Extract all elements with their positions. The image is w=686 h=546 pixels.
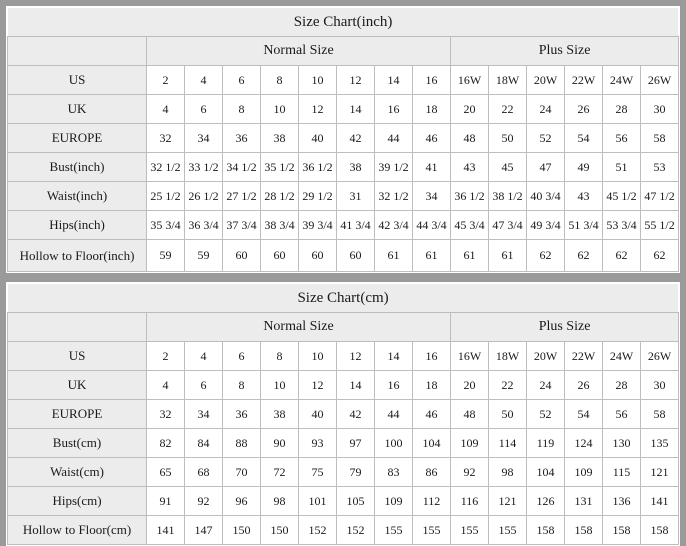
table-cell: 44 xyxy=(375,124,413,153)
table-cell: 34 1/2 xyxy=(223,153,261,182)
table-cell: 16 xyxy=(375,371,413,400)
table-cell: 10 xyxy=(299,342,337,371)
table-cell: 86 xyxy=(413,458,451,487)
group-header-cell: Plus Size xyxy=(451,37,679,66)
group-corner-cell xyxy=(8,313,147,342)
table-cell: 4 xyxy=(147,95,185,124)
table-cell: 90 xyxy=(261,429,299,458)
table-cell: 48 xyxy=(451,124,489,153)
table-cell: 112 xyxy=(413,487,451,516)
table-cell: 43 xyxy=(451,153,489,182)
table-cell: 10 xyxy=(299,66,337,95)
table-cell: 158 xyxy=(603,516,641,545)
table-cell: 93 xyxy=(299,429,337,458)
row-label: US xyxy=(8,342,147,371)
group-header-row xyxy=(8,37,679,66)
table-cell: 47 xyxy=(527,153,565,182)
table-cell: 34 xyxy=(185,400,223,429)
table-cell: 36 xyxy=(223,400,261,429)
table-cell: 60 xyxy=(337,240,375,272)
table-cell: 20W xyxy=(527,66,565,95)
table-cell: 158 xyxy=(641,516,679,545)
table-cell: 38 1/2 xyxy=(489,182,527,211)
table-cell: 8 xyxy=(223,371,261,400)
row-label: Hollow to Floor(inch) xyxy=(8,240,147,272)
table-cell: 61 xyxy=(413,240,451,272)
size-chart-inch-table xyxy=(7,7,679,272)
table-cell: 150 xyxy=(223,516,261,545)
row-label: Hips(inch) xyxy=(8,211,147,240)
table-row xyxy=(8,124,679,153)
table-cell: 43 xyxy=(565,182,603,211)
table-cell: 72 xyxy=(261,458,299,487)
table-cell: 20 xyxy=(451,371,489,400)
table-cell: 36 xyxy=(223,124,261,153)
table-row xyxy=(8,400,679,429)
table-cell: 45 xyxy=(489,153,527,182)
table-cell: 82 xyxy=(147,429,185,458)
table-cell: 47 3/4 xyxy=(489,211,527,240)
table-cell: 24 xyxy=(527,371,565,400)
table-cell: 39 3/4 xyxy=(299,211,337,240)
table-cell: 41 3/4 xyxy=(337,211,375,240)
table-cell: 42 3/4 xyxy=(375,211,413,240)
table-cell: 37 3/4 xyxy=(223,211,261,240)
table-cell: 8 xyxy=(261,66,299,95)
table-cell: 114 xyxy=(489,429,527,458)
table-cell: 155 xyxy=(375,516,413,545)
table-cell: 26 xyxy=(565,371,603,400)
table-cell: 30 xyxy=(641,95,679,124)
table-cell: 62 xyxy=(527,240,565,272)
table-row xyxy=(8,211,679,240)
table-cell: 126 xyxy=(527,487,565,516)
table-cell: 97 xyxy=(337,429,375,458)
table-cell: 25 1/2 xyxy=(147,182,185,211)
table-cell: 8 xyxy=(261,342,299,371)
table-cell: 28 1/2 xyxy=(261,182,299,211)
table-cell: 34 xyxy=(185,124,223,153)
table-cell: 16W xyxy=(451,66,489,95)
table-cell: 26 1/2 xyxy=(185,182,223,211)
table-cell: 26 xyxy=(565,95,603,124)
table-cell: 32 1/2 xyxy=(375,182,413,211)
table-cell: 12 xyxy=(299,371,337,400)
table-row xyxy=(8,516,679,545)
table-cell: 4 xyxy=(147,371,185,400)
table-cell: 31 xyxy=(337,182,375,211)
table-cell: 36 3/4 xyxy=(185,211,223,240)
table-cell: 121 xyxy=(641,458,679,487)
table-cell: 38 xyxy=(261,400,299,429)
table-cell: 147 xyxy=(185,516,223,545)
table-cell: 141 xyxy=(147,516,185,545)
table-cell: 136 xyxy=(603,487,641,516)
table-cell: 101 xyxy=(299,487,337,516)
table-cell: 14 xyxy=(375,66,413,95)
table-cell: 6 xyxy=(185,95,223,124)
size-chart-cm-table xyxy=(7,283,679,545)
row-label: Bust(cm) xyxy=(8,429,147,458)
size-chart-inch xyxy=(6,6,680,273)
table-cell: 59 xyxy=(147,240,185,272)
table-cell: 68 xyxy=(185,458,223,487)
size-chart-cm-body xyxy=(8,284,679,545)
table-cell: 12 xyxy=(337,342,375,371)
group-header-row xyxy=(8,313,679,342)
table-cell: 124 xyxy=(565,429,603,458)
table-row xyxy=(8,342,679,371)
table-cell: 46 xyxy=(413,124,451,153)
table-cell: 83 xyxy=(375,458,413,487)
table-cell: 61 xyxy=(489,240,527,272)
table-cell: 18 xyxy=(413,371,451,400)
table-cell: 141 xyxy=(641,487,679,516)
table-cell: 91 xyxy=(147,487,185,516)
chart-title-row xyxy=(8,8,679,37)
table-cell: 105 xyxy=(337,487,375,516)
table-cell: 158 xyxy=(527,516,565,545)
table-cell: 44 3/4 xyxy=(413,211,451,240)
table-cell: 38 xyxy=(261,124,299,153)
table-cell: 121 xyxy=(489,487,527,516)
table-cell: 36 1/2 xyxy=(451,182,489,211)
group-header-cell: Normal Size xyxy=(147,313,451,342)
table-cell: 14 xyxy=(337,95,375,124)
row-label: EUROPE xyxy=(8,400,147,429)
table-cell: 51 xyxy=(603,153,641,182)
table-cell: 29 1/2 xyxy=(299,182,337,211)
table-cell: 26W xyxy=(641,66,679,95)
table-row xyxy=(8,153,679,182)
table-cell: 131 xyxy=(565,487,603,516)
table-cell: 135 xyxy=(641,429,679,458)
table-cell: 59 xyxy=(185,240,223,272)
row-label: Bust(inch) xyxy=(8,153,147,182)
row-label: UK xyxy=(8,371,147,400)
table-cell: 12 xyxy=(337,66,375,95)
table-cell: 55 1/2 xyxy=(641,211,679,240)
table-cell: 22 xyxy=(489,371,527,400)
table-cell: 12 xyxy=(299,95,337,124)
table-cell: 70 xyxy=(223,458,261,487)
table-cell: 155 xyxy=(489,516,527,545)
table-row xyxy=(8,429,679,458)
table-cell: 158 xyxy=(565,516,603,545)
table-cell: 50 xyxy=(489,124,527,153)
table-cell: 52 xyxy=(527,400,565,429)
table-cell: 24W xyxy=(603,342,641,371)
table-cell: 40 3/4 xyxy=(527,182,565,211)
table-cell: 98 xyxy=(261,487,299,516)
table-cell: 18W xyxy=(489,66,527,95)
row-label: US xyxy=(8,66,147,95)
table-cell: 16W xyxy=(451,342,489,371)
table-row xyxy=(8,95,679,124)
table-cell: 92 xyxy=(185,487,223,516)
table-cell: 34 xyxy=(413,182,451,211)
table-cell: 2 xyxy=(147,66,185,95)
table-cell: 49 3/4 xyxy=(527,211,565,240)
table-cell: 98 xyxy=(489,458,527,487)
table-cell: 61 xyxy=(451,240,489,272)
table-cell: 41 xyxy=(413,153,451,182)
table-cell: 52 xyxy=(527,124,565,153)
table-cell: 150 xyxy=(261,516,299,545)
chart-title: Size Chart(cm) xyxy=(8,284,679,313)
table-cell: 6 xyxy=(223,66,261,95)
table-cell: 61 xyxy=(375,240,413,272)
table-cell: 60 xyxy=(299,240,337,272)
table-row xyxy=(8,458,679,487)
chart-title: Size Chart(inch) xyxy=(8,8,679,37)
table-cell: 155 xyxy=(451,516,489,545)
table-cell: 79 xyxy=(337,458,375,487)
table-row xyxy=(8,240,679,272)
table-cell: 104 xyxy=(413,429,451,458)
table-cell: 42 xyxy=(337,400,375,429)
table-cell: 27 1/2 xyxy=(223,182,261,211)
table-cell: 14 xyxy=(337,371,375,400)
table-cell: 58 xyxy=(641,124,679,153)
table-cell: 2 xyxy=(147,342,185,371)
table-cell: 104 xyxy=(527,458,565,487)
table-cell: 45 3/4 xyxy=(451,211,489,240)
table-cell: 62 xyxy=(641,240,679,272)
table-cell: 36 1/2 xyxy=(299,153,337,182)
table-cell: 42 xyxy=(337,124,375,153)
table-cell: 44 xyxy=(375,400,413,429)
table-cell: 45 1/2 xyxy=(603,182,641,211)
table-cell: 152 xyxy=(337,516,375,545)
table-cell: 40 xyxy=(299,124,337,153)
table-cell: 38 3/4 xyxy=(261,211,299,240)
table-cell: 14 xyxy=(375,342,413,371)
table-cell: 4 xyxy=(185,342,223,371)
table-cell: 62 xyxy=(603,240,641,272)
row-label: Waist(inch) xyxy=(8,182,147,211)
table-cell: 84 xyxy=(185,429,223,458)
table-cell: 88 xyxy=(223,429,261,458)
table-cell: 30 xyxy=(641,371,679,400)
table-cell: 10 xyxy=(261,371,299,400)
table-cell: 75 xyxy=(299,458,337,487)
table-cell: 28 xyxy=(603,371,641,400)
table-cell: 60 xyxy=(261,240,299,272)
table-row xyxy=(8,182,679,211)
table-cell: 53 xyxy=(641,153,679,182)
size-chart-cm xyxy=(6,282,680,546)
table-cell: 35 3/4 xyxy=(147,211,185,240)
table-cell: 58 xyxy=(641,400,679,429)
table-cell: 100 xyxy=(375,429,413,458)
table-cell: 92 xyxy=(451,458,489,487)
table-cell: 26W xyxy=(641,342,679,371)
table-cell: 155 xyxy=(413,516,451,545)
table-cell: 18 xyxy=(413,95,451,124)
table-row xyxy=(8,487,679,516)
table-cell: 51 3/4 xyxy=(565,211,603,240)
table-cell: 32 xyxy=(147,124,185,153)
table-cell: 62 xyxy=(565,240,603,272)
table-cell: 10 xyxy=(261,95,299,124)
table-cell: 54 xyxy=(565,400,603,429)
table-cell: 18W xyxy=(489,342,527,371)
table-row xyxy=(8,371,679,400)
table-cell: 40 xyxy=(299,400,337,429)
chart-title-row xyxy=(8,284,679,313)
group-header-cell: Plus Size xyxy=(451,313,679,342)
table-cell: 22 xyxy=(489,95,527,124)
table-cell: 96 xyxy=(223,487,261,516)
row-label: Hollow to Floor(cm) xyxy=(8,516,147,545)
table-cell: 116 xyxy=(451,487,489,516)
table-cell: 24 xyxy=(527,95,565,124)
table-cell: 6 xyxy=(223,342,261,371)
table-cell: 16 xyxy=(375,95,413,124)
table-cell: 38 xyxy=(337,153,375,182)
table-cell: 28 xyxy=(603,95,641,124)
table-cell: 39 1/2 xyxy=(375,153,413,182)
table-cell: 109 xyxy=(375,487,413,516)
table-cell: 16 xyxy=(413,66,451,95)
table-cell: 47 1/2 xyxy=(641,182,679,211)
table-cell: 33 1/2 xyxy=(185,153,223,182)
table-cell: 46 xyxy=(413,400,451,429)
table-cell: 22W xyxy=(565,66,603,95)
table-cell: 130 xyxy=(603,429,641,458)
table-cell: 119 xyxy=(527,429,565,458)
table-row xyxy=(8,66,679,95)
table-cell: 56 xyxy=(603,400,641,429)
table-cell: 109 xyxy=(451,429,489,458)
table-cell: 115 xyxy=(603,458,641,487)
table-cell: 49 xyxy=(565,153,603,182)
table-cell: 16 xyxy=(413,342,451,371)
table-cell: 22W xyxy=(565,342,603,371)
table-cell: 8 xyxy=(223,95,261,124)
group-corner-cell xyxy=(8,37,147,66)
table-cell: 24W xyxy=(603,66,641,95)
table-cell: 60 xyxy=(223,240,261,272)
table-cell: 48 xyxy=(451,400,489,429)
table-cell: 109 xyxy=(565,458,603,487)
table-cell: 53 3/4 xyxy=(603,211,641,240)
group-header-cell: Normal Size xyxy=(147,37,451,66)
row-label: Waist(cm) xyxy=(8,458,147,487)
table-cell: 20W xyxy=(527,342,565,371)
row-label: Hips(cm) xyxy=(8,487,147,516)
table-cell: 4 xyxy=(185,66,223,95)
table-cell: 152 xyxy=(299,516,337,545)
table-cell: 20 xyxy=(451,95,489,124)
table-cell: 65 xyxy=(147,458,185,487)
table-cell: 6 xyxy=(185,371,223,400)
size-chart-inch-body xyxy=(8,8,679,272)
row-label: UK xyxy=(8,95,147,124)
table-cell: 32 1/2 xyxy=(147,153,185,182)
table-cell: 56 xyxy=(603,124,641,153)
table-cell: 50 xyxy=(489,400,527,429)
table-cell: 35 1/2 xyxy=(261,153,299,182)
row-label: EUROPE xyxy=(8,124,147,153)
table-cell: 54 xyxy=(565,124,603,153)
table-cell: 32 xyxy=(147,400,185,429)
